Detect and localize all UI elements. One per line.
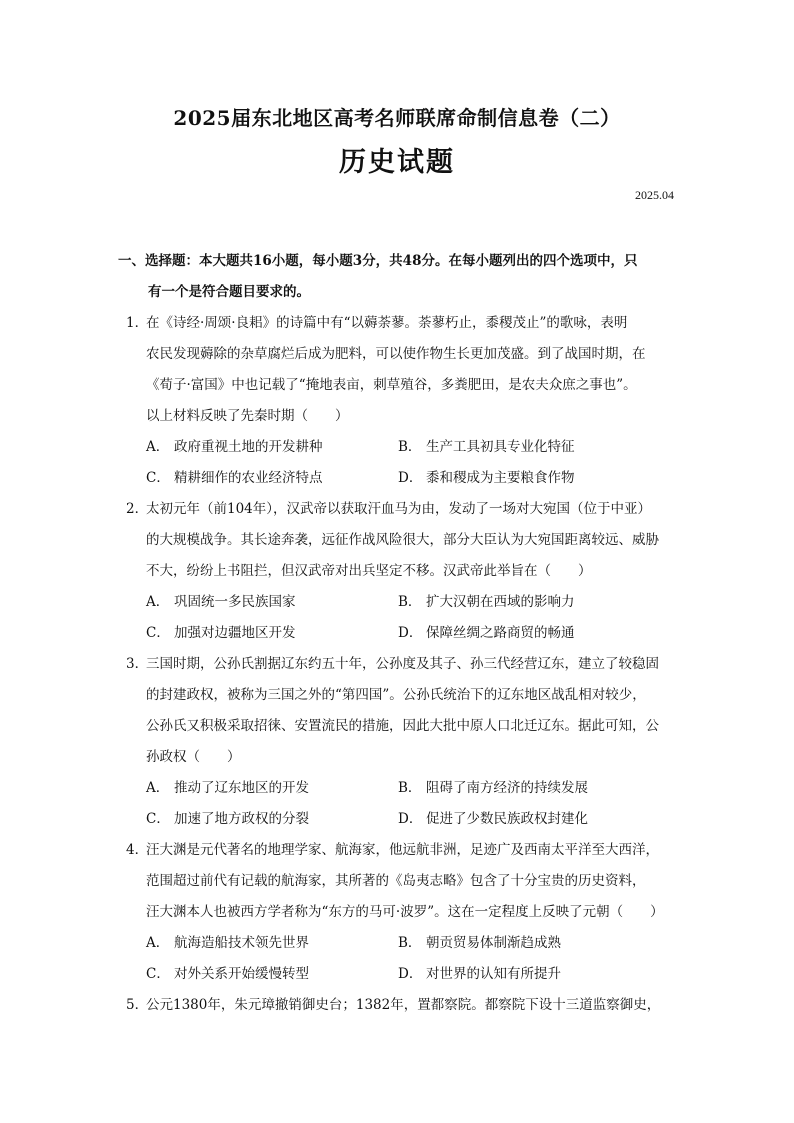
- option-b[interactable]: B． 生产工具初具专业化特征: [398, 439, 575, 455]
- option-a[interactable]: A． 航海造船技术领先世界: [146, 935, 309, 951]
- question-text-line: 范围超过前代有记载的航海家，其所著的《岛夷志略》包含了十分宝贵的历史资料，: [146, 873, 646, 889]
- question-text-line: 的大规模战争。其长途奔袭，远征作战风险很大，部分大臣认为大宛国距离较远、威胁: [146, 532, 659, 548]
- question-text-line: 公孙氏又积极采取招徕、安置流民的措施，因此大批中原人口北迁辽东。据此可知，公: [146, 718, 659, 734]
- option-a[interactable]: A． 巩固统一多民族国家: [146, 594, 296, 610]
- option-d[interactable]: D． 保障丝绸之路商贸的畅通: [398, 625, 575, 641]
- option-group: [126, 773, 682, 835]
- section-heading: [118, 246, 678, 308]
- question-list: [126, 308, 682, 1021]
- question-text-line: 不大，纷纷上书阻拦，但汉武帝对出兵坚定不移。汉武帝此举旨在（ ）: [146, 563, 592, 579]
- exam-subject: 历史试题: [339, 147, 455, 178]
- question-number: 1．: [126, 315, 149, 331]
- question-text-line: 三国时期，公孙氏割据辽东约五十年，公孙度及其子、孙三代经营辽东，建立了较稳固: [146, 656, 659, 672]
- question-text-line: 以上材料反映了先秦时期（ ）: [146, 408, 349, 424]
- question: [126, 990, 682, 1021]
- question-text-line: 农民发现薅除的杂草腐烂后成为肥料，可以使作物生长更加茂盛。到了战国时期，在: [146, 346, 646, 362]
- option-c[interactable]: C． 精耕细作的农业经济特点: [146, 470, 323, 486]
- option-group: [126, 587, 682, 649]
- option-group: [126, 928, 682, 990]
- question-text-line: 汪大渊是元代著名的地理学家、航海家，他远航非洲，足迹广及西南太平洋至大西洋，: [146, 842, 659, 858]
- question-number: 4．: [126, 842, 149, 858]
- question-number: 3．: [126, 656, 149, 672]
- section-heading-line2: 有一个是符合题目要求的。: [148, 284, 310, 300]
- section-heading-line1: 一、选择题：本大题共16小题，每小题3分，共48分。在每小题列出的四个选项中，只: [118, 253, 638, 269]
- option-d[interactable]: D． 促进了少数民族政权封建化: [398, 811, 588, 827]
- option-b[interactable]: B． 扩大汉朝在西域的影响力: [398, 594, 575, 610]
- option-c[interactable]: C． 加速了地方政权的分裂: [146, 811, 309, 827]
- question: [126, 494, 682, 649]
- question: [126, 649, 682, 835]
- question-number: 5．: [126, 997, 149, 1013]
- question-text-line: 《荀子·富国》中也记载了“掩地表亩，刺草殖谷，多粪肥田，是农夫众庶之事也”。: [146, 377, 637, 393]
- question: [126, 835, 682, 990]
- question-text-line: 在《诗经·周颂·良耜》的诗篇中有“以薅荼蓼。荼蓼朽止，黍稷茂止”的歌咏，表明: [146, 315, 628, 331]
- exam-title: 2025届东北地区高考名师联席命制信息卷（二）: [173, 106, 621, 130]
- option-b[interactable]: B． 阻碍了南方经济的持续发展: [398, 780, 588, 796]
- question-text-line: 孙政权（ ）: [146, 749, 241, 765]
- question-text-line: 的封建政权，被称为三国之外的“第四国”。公孙氏统治下的辽东地区战乱相对较少，: [146, 687, 646, 703]
- question-number: 2．: [126, 501, 149, 517]
- option-d[interactable]: D． 对世界的认知有所提升: [398, 966, 561, 982]
- exam-date: 2025.04: [635, 188, 674, 202]
- question-text-line: 太初元年（前104年），汉武帝以获取汗血马为由，发动了一场对大宛国（位于中亚）: [146, 501, 652, 517]
- question-text-line: 汪大渊本人也被西方学者称为“东方的马可·波罗”。这在一定程度上反映了元朝（ ）: [146, 904, 664, 920]
- option-c[interactable]: C． 对外关系开始缓慢转型: [146, 966, 309, 982]
- option-b[interactable]: B． 朝贡贸易体制渐趋成熟: [398, 935, 561, 951]
- option-c[interactable]: C． 加强对边疆地区开发: [146, 625, 296, 641]
- question-text-line: 公元1380年，朱元璋撤销御史台；1382年，置都察院。都察院下设十三道监察御史，: [146, 997, 661, 1013]
- question: [126, 308, 682, 494]
- option-a[interactable]: A． 政府重视土地的开发耕种: [146, 439, 323, 455]
- option-a[interactable]: A． 推动了辽东地区的开发: [146, 780, 309, 796]
- option-group: [126, 432, 682, 494]
- option-d[interactable]: D． 黍和稷成为主要粮食作物: [398, 470, 575, 486]
